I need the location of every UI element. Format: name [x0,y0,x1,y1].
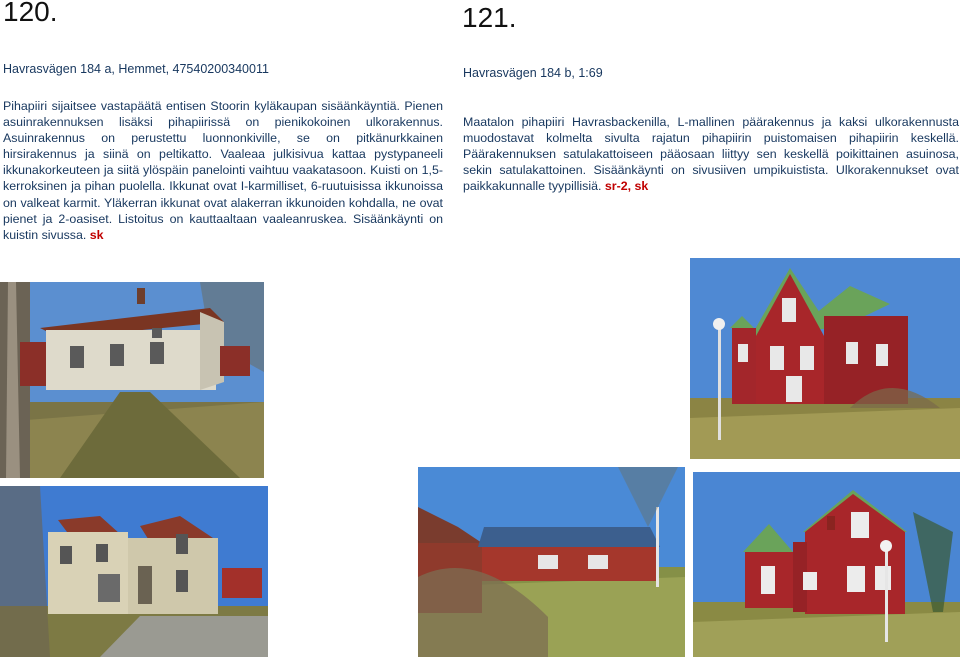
page-number: 121. [462,2,517,33]
photo-farmhouse-121-a [690,258,960,459]
property-heading: Havrasvägen 184 b, 1:69 [463,66,603,80]
property-description: Pihapiiri sijaitsee vastapäätä entisen Stoorin kyläkaupan sisäänkäyntiä. Pienen asuinrakennuksen lisäksi pihapiirissä on pienikokoinen ulkorakennus. Asuinrakennus on perustettu luonnonkiville, se on pitkänurkkainen hirsirakennus ja siinä on peltikatto. Vaaleaa julkisivua kattaa pystypaneeli ikkunakorkeuteen ja siitä ylöspäin panelointi vaihtuu vaakatasoon. Kuisti on 1,5-kerroksinen ja pihan puolella. Ikkunat ovat I-karmilliset, 6-ruutuisissa ikkunoissa on valkeat karmit. Yläkerran ikkunat ovat alakerran ikkunoiden kohdalla, ne ovat pienet ja 2-oasiset. Listoitus on kauttaaltaan vaaleanruskea. Sisäänkäynti on kuistin sivussa. sk [3,99,443,242]
property-description: Maatalon pihapiiri Havrasbackenilla, L-mallinen päärakennus ja kaksi ulkorakennusta muodostavat kolmelta sivulta rajatun pihapiirin puistomaisen pihapiirin keskellä. Päärakennuksen satulakattoiseen pääosaan liittyy sen keskellä poikittainen asuinosa, sekin satulakattoinen. Sisäänkäynti on sivusiiven umpikuistista. Ulkorakennukset ovat paikkakunnalle tyypillisiä. sr-2, sk [463,115,959,194]
photo-outbuildings-121 [418,467,685,657]
page-number: 120. [3,0,58,27]
photo-house-120-b [0,486,268,657]
property-heading: Havrasvägen 184 a, Hemmet, 47540200340011 [3,62,269,76]
classification-tag: sk [89,227,104,242]
photo-house-120-a [0,282,264,478]
photo-farmhouse-121-b [693,472,960,657]
classification-tag: sr-2, sk [604,179,649,194]
